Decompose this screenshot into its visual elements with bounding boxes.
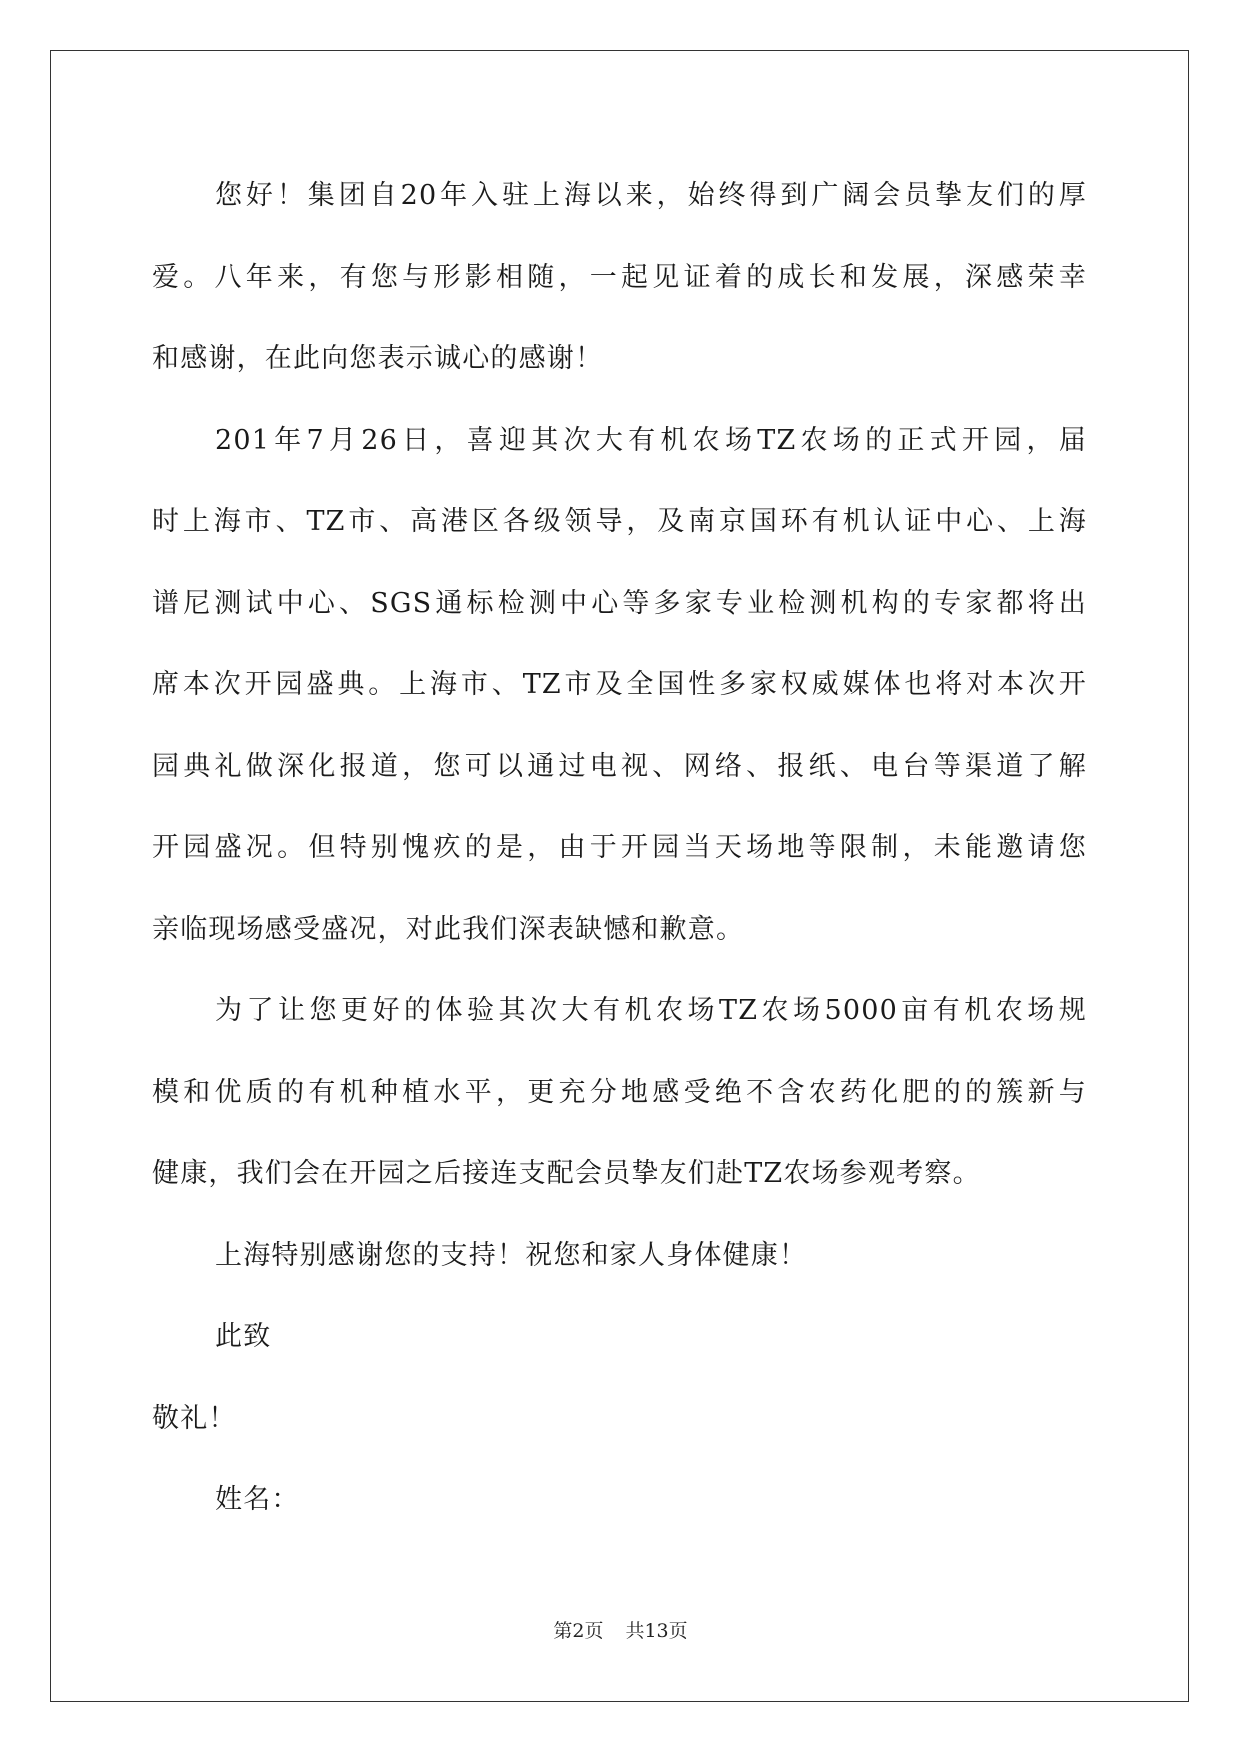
paragraph-thanks — [152, 1215, 1087, 1297]
text-line: 您好！集团自20年入驻上海以来，始终得到广阔会员挚友们的厚 — [215, 180, 1087, 211]
page-total: 共13页 — [625, 1620, 688, 1642]
text-line: 时上海市、TZ市、高港区各级领导，及南京国环有机认证中心、上海 — [152, 506, 1087, 537]
paragraph-event — [152, 400, 1087, 971]
text-line: 201年7月26日，喜迎其次大有机农场TZ农场的正式开园，届 — [215, 424, 1087, 456]
closing-text: 此致 — [215, 1321, 272, 1352]
text-line: 为了让您更好的体验其次大有机农场TZ农场5000亩有机农场规 — [215, 995, 1087, 1026]
salutation — [152, 1378, 1087, 1460]
text-line: 健康，我们会在开园之后接连支配会员挚友们赴TZ农场参观考察。 — [152, 1158, 981, 1189]
text-line: 爱。八年来，有您与形影相随，一起见证着的成长和发展，深感荣幸 — [152, 261, 1087, 293]
salutation-text: 敬礼！ — [152, 1402, 237, 1434]
page-number: 第2页 — [553, 1620, 604, 1642]
paragraph-greeting — [152, 155, 1087, 400]
letter-body — [152, 155, 1087, 1541]
text-line: 谱尼测试中心、SGS通标检测中心等多家专业检测机构的专家都将出 — [152, 587, 1087, 619]
closing — [152, 1296, 1087, 1378]
text-line: 和感谢，在此向您表示诚心的感谢！ — [152, 343, 604, 374]
name-label: 姓名： — [215, 1484, 300, 1515]
text-line: 开园盛况。但特别愧疚的是，由于开园当天场地等限制，未能邀请您 — [152, 832, 1087, 863]
text-line: 模和优质的有机种植水平，更充分地感受绝不含农药化肥的的簇新与 — [152, 1076, 1087, 1108]
text-line: 上海特别感谢您的支持！祝您和家人身体健康！ — [215, 1239, 808, 1271]
signature — [152, 1459, 1087, 1541]
paragraph-visit — [152, 970, 1087, 1215]
text-line: 席本次开园盛典。上海市、TZ市及全国性多家权威媒体也将对本次开 — [152, 669, 1087, 700]
text-line: 亲临现场感受盛况，对此我们深表缺憾和歉意。 — [152, 913, 745, 945]
page-footer — [0, 1616, 1241, 1643]
text-line: 园典礼做深化报道，您可以通过电视、网络、报纸、电台等渠道了解 — [152, 750, 1087, 782]
